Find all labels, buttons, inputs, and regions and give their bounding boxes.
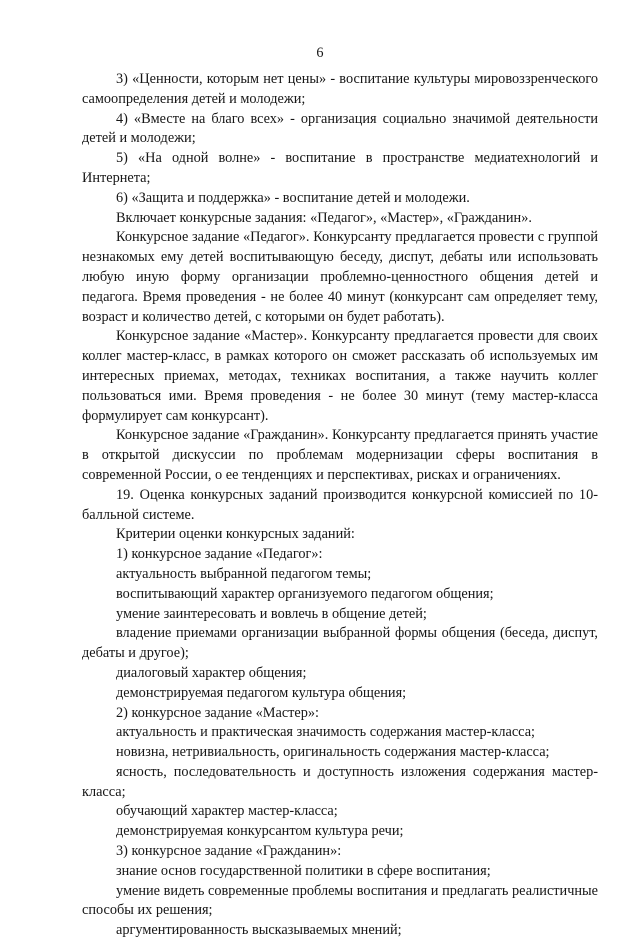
criterion-item: актуальность и практическая значимость содержания мастер-класса; bbox=[116, 724, 536, 741]
paragraph-task-grazhdanin: Конкурсное задание «Гражданин». Конкурсанту предлагается принять участие в открытой дискуссии по проблемам модернизации сферы воспитания в современной России, о ее тенденциях и перспективах, рисках и ограничениях. bbox=[82, 427, 598, 483]
criteria-pedagog-heading: 1) конкурсное задание «Педагог»: bbox=[116, 546, 323, 563]
paragraph-item-6: 6) «Защита и поддержка» - воспитание детей и молодежи. bbox=[116, 189, 470, 206]
document-body bbox=[82, 70, 598, 941]
page-number: 6 bbox=[316, 45, 324, 61]
paragraph-item-3: 3) «Ценности, которым нет цены» - воспитание культуры мировоззренческого самоопределения детей и молодежи; bbox=[82, 71, 598, 107]
paragraph-tasks-list: Включает конкурсные задания: «Педагог», «Мастер», «Гражданин». bbox=[116, 209, 532, 226]
criteria-master-heading: 2) конкурсное задание «Мастер»: bbox=[116, 704, 320, 721]
paragraph-task-pedagog: Конкурсное задание «Педагог». Конкурсанту предлагается провести с группой незнакомых ему детей воспитывающую беседу, диспут, дебаты или использовать любую иную форму организации проблемно-ценностного общения детей и педагога. Время проведения - не более 40 минут (конкурсант сам определяет тему, возраст и количество детей, с которыми он будет работать). bbox=[82, 229, 598, 325]
criterion-item: обучающий характер мастер-класса; bbox=[116, 803, 338, 820]
paragraph-clause-19: 19. Оценка конкурсных заданий производится конкурсной комиссией по 10-балльной системе. bbox=[82, 486, 598, 523]
paragraph-task-master: Конкурсное задание «Мастер». Конкурсанту предлагается провести для своих коллег мастер-класс, в рамках которого он сможет рассказать об используемых им интересных приемах, методах, техниках воспитания, а также научить коллег пользоваться ими. Время проведения - не более 30 минут (тему мастер-класса формулирует сам конкурсант). bbox=[82, 328, 598, 424]
criterion-item: ясность, последовательность и доступность изложения содержания мастер-класса; bbox=[82, 763, 598, 800]
criterion-item: демонстрируемая конкурсантом культура речи; bbox=[116, 823, 404, 840]
paragraph-item-4: 4) «Вместе на благо всех» - организация социально значимой деятельности детей и молодежи; bbox=[82, 110, 598, 147]
criterion-item: владение приемами организации выбранной формы общения (беседа, диспут, дебаты и другое); bbox=[82, 625, 598, 662]
paragraph-criteria-heading: Критерии оценки конкурсных заданий: bbox=[116, 526, 355, 543]
criterion-item: воспитывающий характер организуемого педагогом общения; bbox=[116, 585, 494, 602]
criterion-item: умение заинтересовать и вовлечь в общение детей; bbox=[116, 605, 427, 622]
criteria-grazhdanin-heading: 3) конкурсное задание «Гражданин»: bbox=[116, 843, 342, 860]
criterion-item: новизна, нетривиальность, оригинальность содержания мастер-класса; bbox=[116, 744, 550, 761]
criterion-item: умение видеть современные проблемы воспитания и предлагать реалистичные способы их решения; bbox=[82, 882, 598, 919]
criterion-item: актуальность выбранной педагогом темы; bbox=[116, 565, 372, 582]
criterion-item: демонстрируемая педагогом культура общения; bbox=[116, 684, 407, 701]
paragraph-item-5: 5) «На одной волне» - воспитание в пространстве медиатехнологий и Интернета; bbox=[82, 150, 598, 186]
criterion-item: знание основ государственной политики в сфере воспитания; bbox=[116, 862, 491, 879]
criterion-item: аргументированность высказываемых мнений; bbox=[116, 922, 402, 939]
criterion-item: диалоговый характер общения; bbox=[116, 664, 307, 681]
